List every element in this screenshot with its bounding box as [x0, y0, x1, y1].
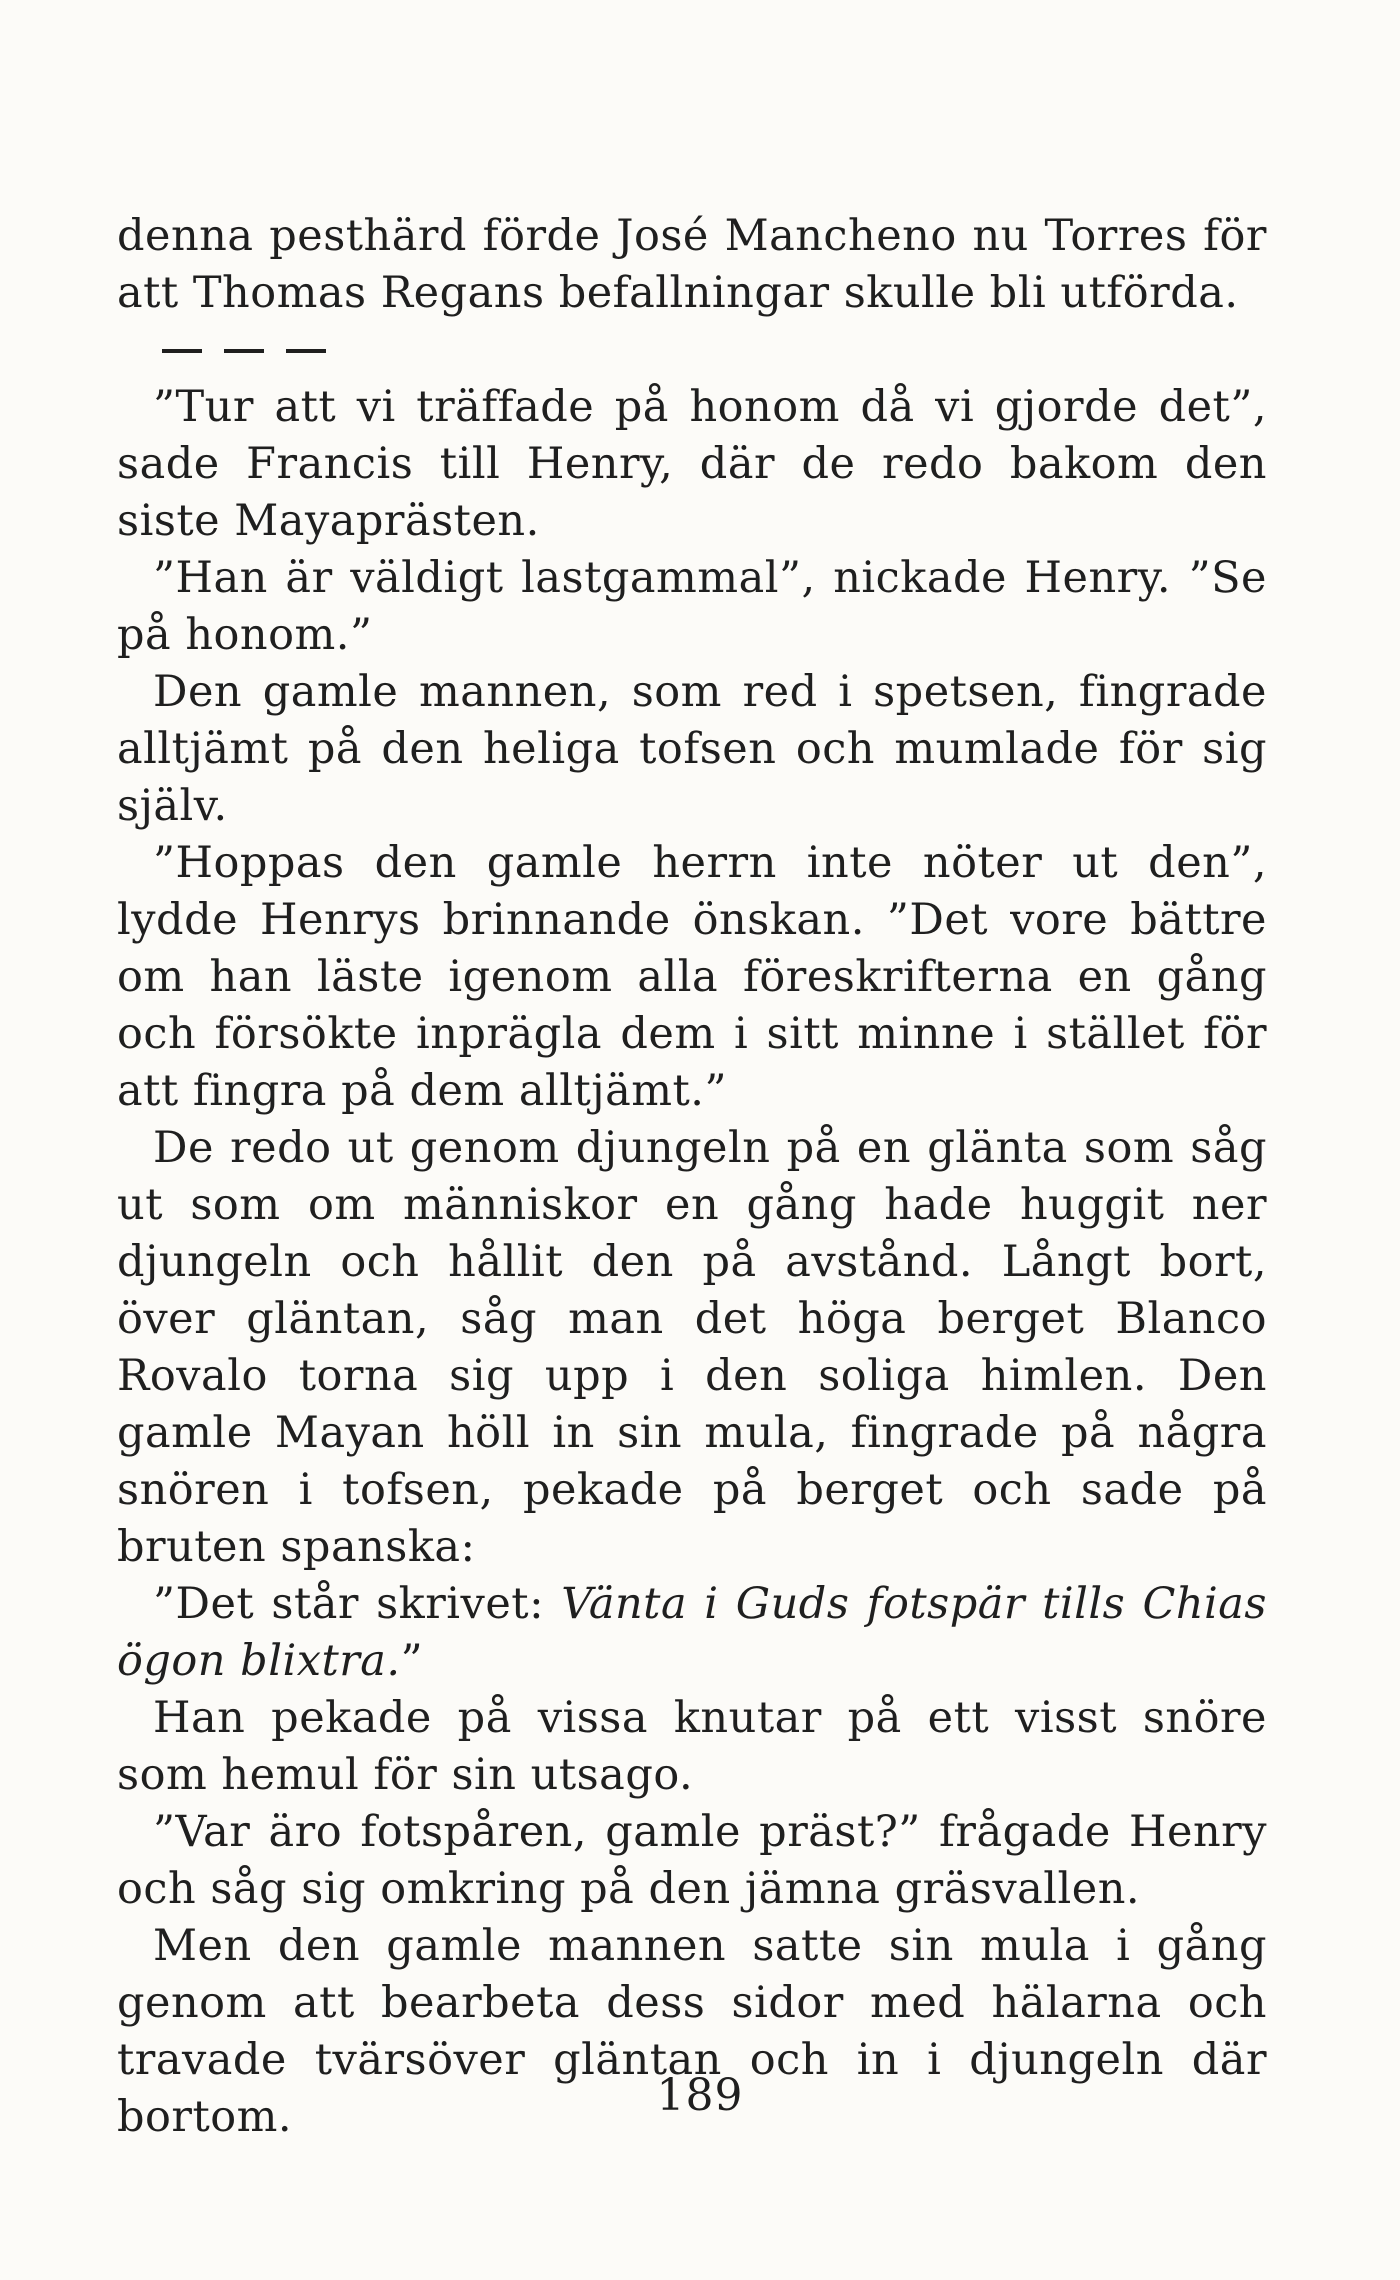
paragraph-7 — [117, 1576, 1267, 1690]
paragraph-3: ”Han är väldigt lastgammal”, nickade Henry. ”Se på honom.” — [117, 553, 1267, 660]
paragraph-5: ”Hoppas den gamle herrn inte nöter ut den”, lydde Henrys brinnande önskan. ”Det vore bättre om han läste igenom alla föreskrifterna en gång och försökte inprägla dem i sitt minne i stället för att fingra på dem alltjämt.” — [117, 838, 1267, 1116]
paragraph-2: ”Tur att vi träffade på honom då vi gjorde det”, sade Francis till Henry, där de redo bakom den siste Mayaprästen. — [117, 382, 1267, 546]
dash-2 — [224, 349, 264, 353]
body-text — [117, 208, 1267, 2146]
paragraph-4: Den gamle mannen, som red i spetsen, fingrade alltjämt på den heliga tofsen och mumlade för sig själv. — [117, 667, 1267, 831]
paragraph-10: Men den gamle mannen satte sin mula i gång genom att bearbeta dess sidor med hälarna och travade tvärsöver gläntan och in i djungeln där bortom. — [117, 1921, 1267, 2142]
quote-prefix: ”Det står skrivet: — [153, 1579, 562, 1629]
quote-suffix: ” — [400, 1636, 424, 1686]
italic-quote: Vänta i Guds fotspär tills Chias ögon blixtra. — [117, 1579, 1267, 1686]
section-break-dashes — [117, 322, 1267, 379]
paragraph-1: denna pesthärd förde José Mancheno nu Torres för att Thomas Regans befallningar skulle bli utförda. — [117, 211, 1267, 318]
page-number: 189 — [656, 2070, 744, 2121]
dash-3 — [286, 349, 326, 353]
paragraph-8: Han pekade på vissa knutar på ett visst snöre som hemul för sin utsago. — [117, 1693, 1267, 1800]
paragraph-9: ”Var äro fotspåren, gamle präst?” frågade Henry och såg sig omkring på den jämna gräsvallen. — [117, 1807, 1267, 1914]
dash-1 — [162, 349, 202, 353]
paragraph-6: De redo ut genom djungeln på en glänta som såg ut som om människor en gång hade huggit ner djungeln och hållit den på avstånd. Långt bort, över gläntan, såg man det höga berget Blanco Rovalo torna sig upp i den soliga himlen. Den gamle Mayan höll in sin mula, fingrade på några snören i tofsen, pekade på berget och sade på bruten spanska: — [117, 1123, 1267, 1572]
